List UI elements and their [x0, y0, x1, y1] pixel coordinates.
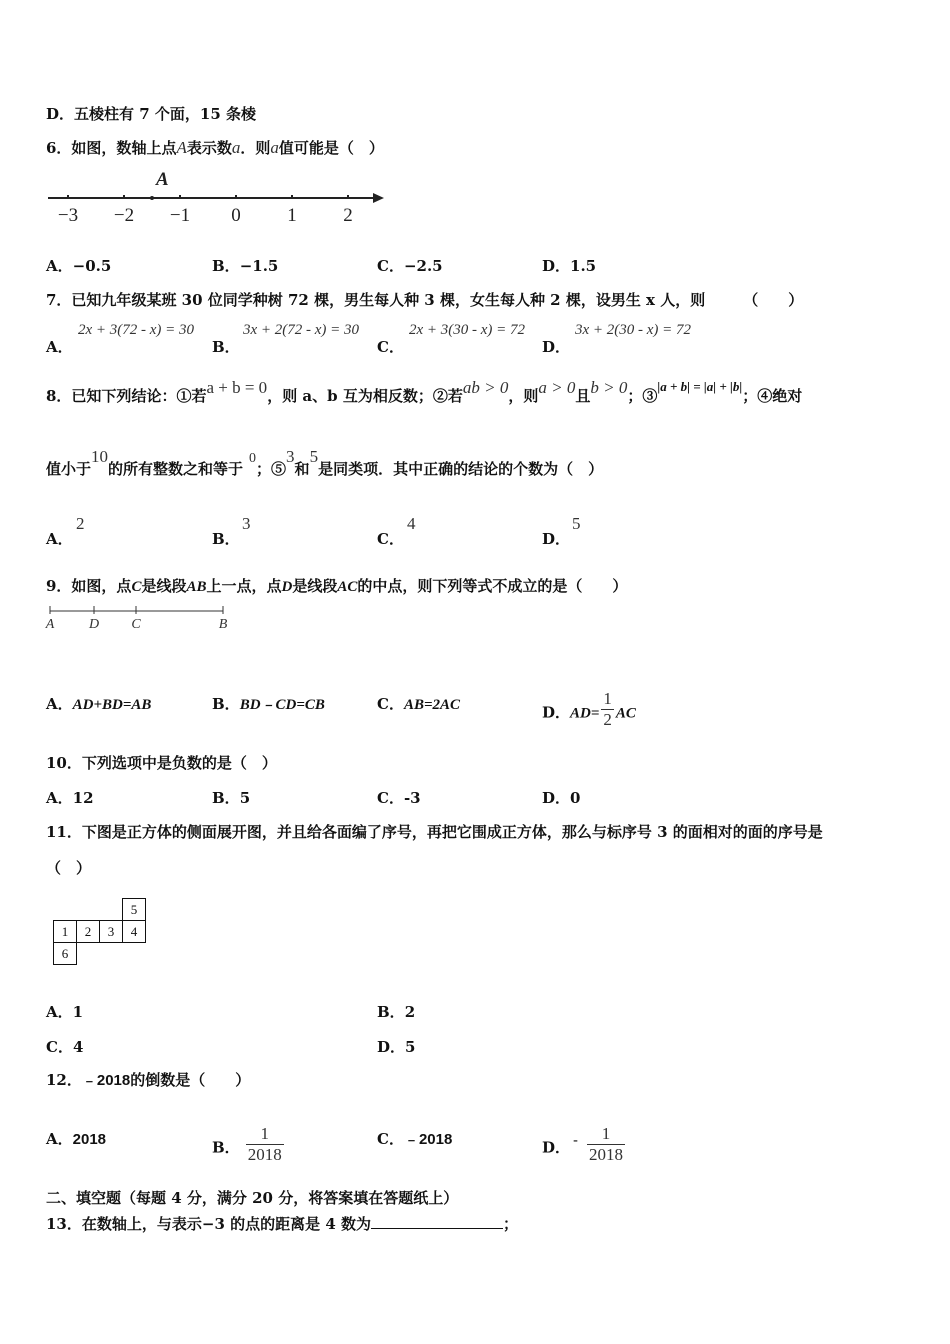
q12-stem-text: 的倒数是（ ）	[130, 1071, 251, 1089]
fraction-denominator: 2	[603, 710, 612, 729]
q9-var-ac: AC	[337, 579, 358, 595]
number-line-tick-label: −2	[113, 205, 135, 226]
q8-text-8: 的所有整数之和等于	[108, 460, 244, 478]
q6-stem-text-3: ．则	[240, 139, 271, 157]
option-equation: AB=2AC	[403, 697, 461, 713]
q8-text-9: ；⑤	[256, 460, 287, 478]
q11-option-b[interactable]	[377, 1001, 415, 1022]
option-label: C．	[377, 257, 404, 275]
option-label: D．	[542, 1138, 571, 1157]
q12-stem	[46, 1069, 250, 1090]
q9-text-1: 9．如图，点	[46, 577, 132, 595]
option-label: D．	[542, 703, 571, 722]
q6-option-b[interactable]	[212, 255, 278, 276]
segment-point-label: C	[131, 617, 141, 632]
q8-text-2: ，则 a、b 互为相反数；②若	[267, 387, 463, 405]
number-line-point-label: A	[156, 169, 169, 190]
option-label: A．	[46, 695, 73, 713]
q11-option-c[interactable]	[46, 1036, 83, 1057]
q6-var-a: a	[231, 138, 241, 157]
q6-point-a: A	[176, 138, 187, 157]
q6-option-c[interactable]	[377, 255, 443, 276]
number-line-tick-label: 2	[343, 205, 353, 226]
fraction-denominator: 2018	[247, 1145, 282, 1164]
option-sign: -	[573, 1131, 579, 1149]
option-value: 1.5	[570, 257, 597, 275]
q8-option-b-value[interactable]: 3	[242, 514, 251, 533]
q11-stem: 11．下图是正方体的侧面展开图，并且给各面编了序号，再把它围成正方体，那么与标序号 3 的面相对的面的序号是	[46, 823, 823, 841]
q12-option-d[interactable]	[542, 1124, 625, 1169]
option-value: 5	[239, 789, 251, 807]
option-fraction	[587, 1124, 625, 1165]
number-line-arrow	[373, 193, 384, 203]
option-value: 1	[72, 1003, 84, 1021]
q7-stem	[46, 289, 803, 310]
q7-option-b-expr[interactable]: 3x + 2(72 - x) = 30	[243, 322, 360, 338]
q8-option-a-label[interactable]: A．	[46, 530, 73, 548]
option-equation: AD+BD=AB	[72, 697, 152, 713]
q8-expr-4: b > 0	[590, 378, 628, 397]
q9-option-d[interactable]	[542, 689, 636, 734]
option-label: D．	[377, 1038, 406, 1056]
q8-option-d-label[interactable]: D．	[542, 530, 571, 548]
option-label: B．	[212, 789, 240, 807]
net-face-3: 3	[100, 921, 123, 943]
q8-expr-3: a > 0	[538, 378, 576, 397]
q9-stem	[46, 575, 627, 596]
q10-option-b[interactable]	[212, 787, 250, 808]
fraction-denominator: 2018	[589, 1145, 624, 1164]
q8-text-5: ；③	[627, 387, 658, 405]
option-value: -3	[403, 789, 421, 807]
q8-stem-line1	[46, 378, 803, 406]
option-label: B．	[212, 257, 240, 275]
option-value: −2.5	[403, 257, 443, 275]
q10-option-d[interactable]	[542, 787, 580, 808]
number-line-point-a	[150, 196, 154, 200]
option-fraction	[246, 1124, 284, 1165]
q6-option-a[interactable]	[46, 255, 111, 276]
q9-text-3: 上一点，点	[206, 577, 282, 595]
q9-text-4: 是线段	[292, 577, 338, 595]
q13-answer-blank[interactable]	[371, 1214, 503, 1229]
option-label: C．	[377, 789, 404, 807]
q9-option-a[interactable]	[46, 693, 151, 714]
q8-option-a-value[interactable]: 2	[76, 514, 85, 533]
option-label: D．	[542, 789, 571, 807]
q13-stem-text: 13．在数轴上，与表示−3 的点的距离是 4 数为	[46, 1215, 371, 1233]
q7-paren: （ ）	[743, 291, 804, 309]
number-line-tick-label: −3	[57, 205, 79, 226]
q8-text-10: 和	[294, 460, 310, 478]
q7-option-c-expr[interactable]: 2x + 3(30 - x) = 72	[409, 322, 526, 338]
q12-option-b[interactable]	[212, 1124, 284, 1169]
net-empty	[77, 899, 100, 921]
q8-num-5: 5	[309, 447, 319, 466]
option-value: 2	[404, 1003, 416, 1021]
q8-text-4: 且	[575, 387, 591, 405]
q7-option-d-label[interactable]: D．	[542, 338, 571, 356]
q12-number: 12．	[46, 1071, 82, 1089]
option-label: A．	[46, 257, 73, 275]
q8-option-c-value[interactable]: 4	[407, 514, 416, 533]
q6-stem-text-2: 表示数	[186, 139, 232, 157]
q8-stem-line2	[46, 447, 604, 479]
option-value: 5	[405, 1038, 416, 1056]
fraction-numerator: 1	[260, 1124, 269, 1143]
net-empty	[123, 943, 146, 965]
segment-point-label: B	[218, 617, 228, 632]
q6-stem	[46, 137, 384, 158]
q8-text-6: ；④绝对	[742, 387, 803, 405]
q12-option-c[interactable]	[377, 1128, 452, 1149]
q9-var-ab: AB	[186, 579, 207, 595]
q13-end: ；	[503, 1215, 519, 1233]
q8-text-7: 值小于	[46, 460, 92, 478]
number-line-tick-label: −1	[169, 205, 191, 226]
option-label: C．	[46, 1038, 73, 1056]
q8-expr-1: a + b = 0	[206, 378, 268, 397]
q9-option-b[interactable]	[212, 693, 325, 714]
segment-point-label: A	[45, 617, 55, 632]
q9-var-c: C	[131, 579, 142, 595]
q8-option-b-label[interactable]: B．	[212, 530, 240, 548]
q8-expr-5: |a + b| = |a| + |b|	[657, 379, 743, 394]
net-empty	[77, 943, 100, 965]
number-line-tick-label: 0	[231, 205, 241, 226]
number-line-tick-label: 1	[287, 205, 297, 226]
option-equation-pre: AD=	[570, 705, 600, 722]
option-label: C．	[377, 1130, 404, 1148]
q9-text-2: 是线段	[141, 577, 187, 595]
q6-stem-text: 6．如图，数轴上点	[46, 139, 177, 157]
q9-segment-figure	[42, 603, 242, 635]
option-value: 0	[570, 789, 581, 807]
q8-text-11: 是同类项．其中正确的结论的个数为（ ）	[318, 460, 604, 478]
segment-point-label: D	[88, 617, 100, 632]
option-fraction	[601, 689, 614, 730]
q10-stem: 10．下列选项中是负数的是（ ）	[46, 754, 277, 772]
q12-value: ﹣2018	[81, 1072, 131, 1089]
q9-option-c[interactable]	[377, 693, 460, 714]
net-empty	[100, 899, 123, 921]
option-value: ﹣2018	[403, 1131, 453, 1148]
q8-num-10: 10	[91, 447, 109, 466]
fraction-numerator: 1	[601, 1124, 611, 1143]
q11-paren: （ ）	[46, 859, 92, 877]
option-value: −1.5	[239, 257, 279, 275]
q11-option-a[interactable]	[46, 1001, 83, 1022]
net-face-4: 4	[123, 921, 146, 943]
net-empty	[54, 899, 77, 921]
q8-num-3: 3	[286, 447, 295, 466]
net-face-2: 2	[77, 921, 100, 943]
q7-option-a-label[interactable]: A．	[46, 338, 73, 356]
net-face-top: 5	[123, 899, 146, 921]
section-2-heading: 二、填空题（每题 4 分，满分 20 分，将答案填在答题纸上）	[46, 1189, 459, 1207]
q7-option-b-label[interactable]: B．	[212, 338, 240, 356]
fraction-numerator: 1	[603, 689, 612, 708]
net-face-1: 1	[54, 921, 77, 943]
q10-option-a[interactable]	[46, 787, 94, 808]
q13-stem	[46, 1213, 518, 1234]
q10-option-c[interactable]	[377, 787, 421, 808]
option-label: A．	[46, 1130, 73, 1148]
q8-expr-2: ab > 0	[462, 378, 509, 397]
option-label: B．	[212, 1138, 240, 1157]
q6-option-d[interactable]	[542, 255, 596, 276]
option-label: A．	[46, 789, 73, 807]
option-value: −0.5	[72, 257, 112, 275]
q6-number-line	[40, 168, 390, 228]
option-label: C．	[377, 695, 404, 713]
q7-option-d-expr[interactable]: 3x + 2(30 - x) = 72	[575, 322, 692, 338]
q11-option-d[interactable]	[377, 1036, 415, 1057]
q7-option-a-expr[interactable]: 2x + 3(72 - x) = 30	[78, 322, 195, 338]
q7-option-c-label[interactable]: C．	[377, 338, 404, 356]
net-empty	[100, 943, 123, 965]
cube-net	[53, 898, 146, 965]
q8-option-c-label[interactable]: C．	[377, 530, 404, 548]
option-label: B．	[377, 1003, 405, 1021]
q9-text-5: 的中点，则下列等式不成立的是（ ）	[357, 577, 628, 595]
q12-option-a[interactable]	[46, 1128, 106, 1149]
q8-text-3: ，则	[508, 387, 539, 405]
option-equation: BD﹣CD=CB	[239, 697, 325, 713]
q8-option-d-value[interactable]: 5	[572, 514, 581, 533]
option-value: 4	[72, 1038, 84, 1056]
q7-stem-text: 7．已知九年级某班 30 位同学种树 72 棵，男生每人种 3 棵，女生每人种 2 棵，设男生 x 人，则	[46, 291, 706, 309]
q8-text-1: 8．已知下列结论：①若	[46, 387, 207, 405]
option-label: B．	[212, 695, 240, 713]
option-equation-post: AC	[615, 705, 636, 722]
option-label: A．	[46, 1003, 73, 1021]
q5-option-d: D．五棱柱有 7 个面，15 条棱	[46, 105, 256, 123]
net-face-bottom: 6	[54, 943, 77, 965]
q6-stem-text-4: 值可能是（ ）	[278, 139, 384, 157]
option-value: 12	[72, 789, 94, 807]
option-value: 2018	[72, 1131, 107, 1148]
q9-var-d: D	[281, 579, 293, 595]
q8-num-0: 0	[249, 451, 257, 466]
option-label: D．	[542, 257, 571, 275]
q6-var-a-2: a	[270, 138, 279, 157]
